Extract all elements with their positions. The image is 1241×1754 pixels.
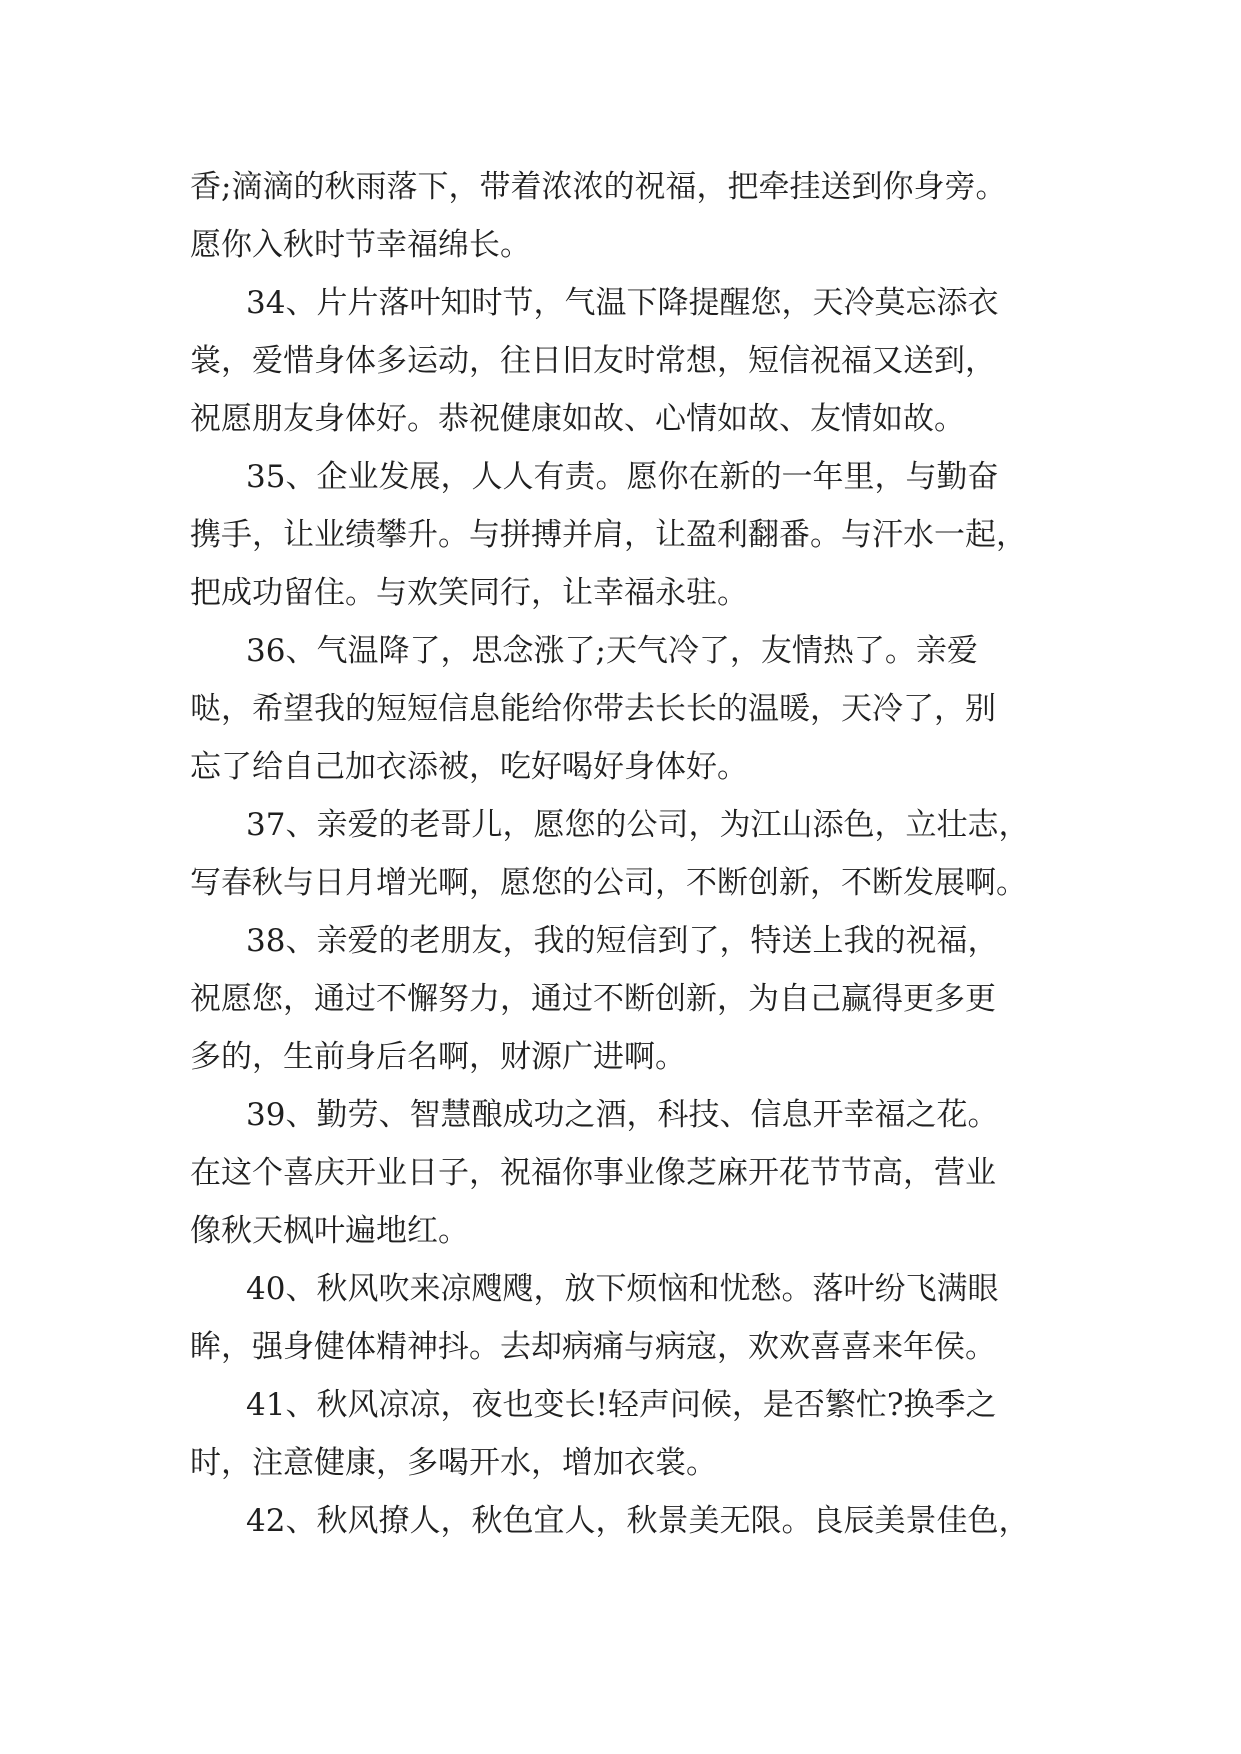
text-line: 39、勤劳、智慧酿成功之酒，科技、信息开幸福之花。 [246, 1097, 999, 1133]
text-line: 38、亲爱的老朋友，我的短信到了，特送上我的祝福， [246, 923, 999, 959]
text-line: 42、秋风撩人，秋色宜人，秋景美无限。良辰美景佳色， [246, 1503, 1030, 1539]
text-line: 多的，生前身后名啊，财源广进啊。 [190, 1039, 686, 1075]
text-line: 34、片片落叶知时节，气温下降提醒您，天冷莫忘添衣 [246, 285, 999, 321]
text-line: 祝愿您，通过不懈努力，通过不断创新，为自己赢得更多更 [190, 981, 996, 1017]
text-line: 携手，让业绩攀升。与拼搏并肩，让盈利翻番。与汗水一起， [190, 517, 1027, 553]
text-line: 35、企业发展，人人有责。愿你在新的一年里，与勤奋 [246, 459, 999, 495]
text-line: 把成功留住。与欢笑同行，让幸福永驻。 [190, 575, 748, 611]
text-line: 哒，希望我的短短信息能给你带去长长的温暖，天冷了，别 [190, 691, 996, 727]
text-line: 37、亲爱的老哥儿，愿您的公司，为江山添色，立壮志， [246, 807, 1030, 843]
text-line: 36、气温降了，思念涨了;天气冷了，友情热了。亲爱 [246, 633, 978, 669]
text-line: 愿你入秋时节幸福绵长。 [190, 227, 531, 263]
text-line: 眸，强身健体精神抖。去却病痛与病寇，欢欢喜喜来年侯。 [190, 1329, 996, 1365]
text-line: 像秋天枫叶遍地红。 [190, 1213, 469, 1249]
text-line: 在这个喜庆开业日子，祝福你事业像芝麻开花节节高，营业 [190, 1155, 996, 1191]
text-line: 祝愿朋友身体好。恭祝健康如故、心情如故、友情如故。 [190, 401, 965, 437]
text-line: 香;滴滴的秋雨落下，带着浓浓的祝福，把牵挂送到你身旁。 [190, 169, 1007, 205]
document-body [190, 158, 1070, 1550]
text-line: 40、秋风吹来凉飕飕，放下烦恼和忧愁。落叶纷飞满眼 [246, 1271, 999, 1307]
text-line: 裳，爱惜身体多运动，往日旧友时常想，短信祝福又送到， [190, 343, 996, 379]
text-line: 写春秋与日月增光啊，愿您的公司，不断创新，不断发展啊。 [190, 865, 1027, 901]
text-line: 41、秋风凉凉，夜也变长!轻声问候，是否繁忙?换季之 [246, 1387, 997, 1423]
text-line: 忘了给自己加衣添被，吃好喝好身体好。 [190, 749, 748, 785]
text-line: 时，注意健康，多喝开水，增加衣裳。 [190, 1445, 717, 1481]
